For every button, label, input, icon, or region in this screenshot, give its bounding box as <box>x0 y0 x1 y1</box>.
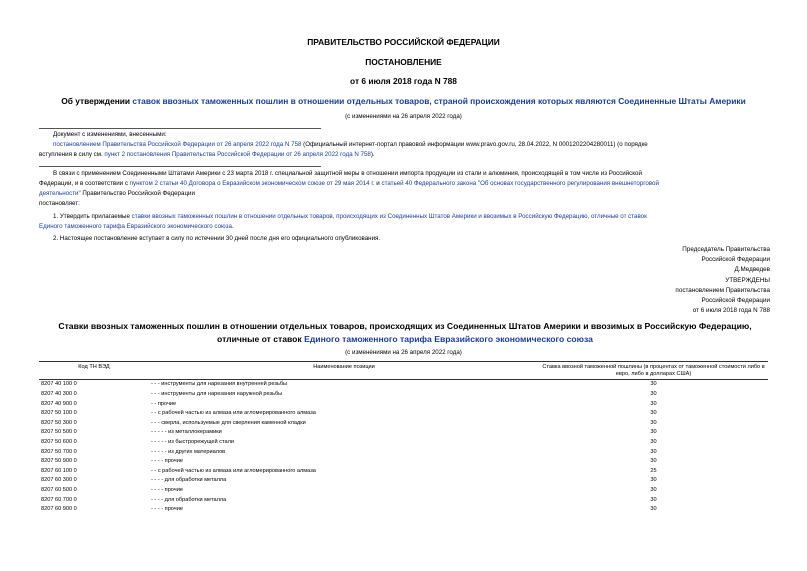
treaty-link[interactable]: пунктом 2 статьи 40 Договора о Евразийском экономическом союзе от 29 мая 2014 г. <box>129 180 375 187</box>
changes-link-1[interactable]: постановлением Правительства Российской Федерации от 26 апреля 2022 года N 758 <box>53 141 302 148</box>
code-cell: 8207 50 700 0 <box>41 448 77 455</box>
body-p3: 2. Настоящее постановление вступает в силу по истечении 30 дней после дня его официального опубликования. <box>53 235 381 242</box>
appendix-title-line2: отличные от ставок Единого таможенного тарифа Евразийского экономического союза <box>217 334 593 344</box>
body-p2-line1: 1. Утвердить прилагаемые ставки ввозных таможенных пошлин в отношении отдельных товаров, происходящих из Соединенных Штатов Америки и ввозимых в Российскую Федерацию, отличные от ставок <box>53 213 647 220</box>
name-cell: - - - - - из быстрорежущей стали <box>151 438 235 445</box>
code-cell: 8207 40 100 0 <box>41 381 77 388</box>
name-cell: - - - - - из других материалов <box>151 448 226 455</box>
name-cell: - - - - прочие <box>151 458 183 465</box>
code-cell: 8207 40 300 0 <box>41 391 77 397</box>
government-heading: ПРАВИТЕЛЬСТВО РОССИЙСКОЙ ФЕДЕРАЦИИ <box>307 37 500 47</box>
rate-cell: 30 <box>650 429 657 436</box>
federal-law-link[interactable]: статьей 40 Федерального закона "Об основах государственного регулирования внешнеторговой <box>381 180 659 187</box>
changes-line-2: вступления в силу см. пункт 2 постановления Правительства Российской Федерации от 26 апреля 2022 года N 758). <box>39 151 375 158</box>
revision-note: (с изменениями на 26 апреля 2022 года) <box>345 113 462 120</box>
body-p1-line1: В связи с применением Соединенными Штатами Америки с 23 марта 2018 г. специальной защитной меры в отношении импорта продукции из стали и алюминия, происходящей в том числе из Российской <box>53 170 642 177</box>
approved-label: УТВЕРЖДЕНЫ <box>725 276 770 284</box>
rate-cell: 30 <box>650 496 657 503</box>
appendix-revision-note: (с изменениями на 26 апреля 2022 года) <box>345 349 462 356</box>
table-header-row <box>39 362 768 380</box>
appendix-eaeu-link[interactable]: Единого таможенного тарифа Евразийского экономического союза <box>304 334 593 344</box>
eaeu-tariff-link[interactable]: Единого таможенного тарифа Евразийского экономического союза <box>39 223 232 230</box>
table-row <box>39 419 768 429</box>
table-row <box>39 486 768 496</box>
rate-cell: 30 <box>650 410 657 417</box>
code-cell: 8207 50 300 0 <box>41 419 77 426</box>
code-cell: 8207 60 900 0 <box>41 506 77 513</box>
body-p1-line2: Федерации, и в соответствии с пунктом 2 статьи 40 Договора о Евразийском экономическом союзе от 29 мая 2014 г. и статьей 40 Федерального закона "Об основах государственного регулирования внешнеторговой <box>39 180 659 187</box>
code-cell: 8207 50 900 0 <box>41 458 77 465</box>
name-cell: - - - - - из металлокерамики <box>151 429 222 436</box>
code-cell: 8207 60 500 0 <box>41 486 77 493</box>
name-cell: - - - - прочие <box>151 506 183 513</box>
rate-cell: 30 <box>650 477 657 484</box>
changes-link-2[interactable]: пункт 2 постановления Правительства Российской Федерации от 26 апреля 2022 года N 758 <box>104 151 371 158</box>
table-row <box>39 505 768 515</box>
table-row <box>39 457 768 467</box>
name-cell: - - прочие <box>151 400 177 407</box>
name-cell: - - - - для обработки металла <box>151 477 227 484</box>
rate-cell: 30 <box>650 506 657 513</box>
document-title <box>0 96 807 106</box>
table-row <box>39 380 768 390</box>
table-row <box>39 448 768 458</box>
rates-link[interactable]: ставки ввозных таможенных пошлин в отношении отдельных товаров, происходящих из Соединенных Штатов Америки и ввозимых в Российскую Федерацию, отличные от ставок <box>131 213 647 220</box>
changes-intro: Документ с изменениями, внесенными: <box>53 131 167 138</box>
column-header-name: Наименование позиции <box>149 362 539 380</box>
rate-cell: 25 <box>650 467 657 474</box>
federal-law-link-cont[interactable]: деятельности" <box>39 190 81 197</box>
document-type: ПОСТАНОВЛЕНИЕ <box>365 57 442 67</box>
name-cell: - - с рабочей частью из алмаза или агломерированного алмаза <box>151 410 316 417</box>
approved-by: постановлением Правительства <box>675 286 770 294</box>
name-cell: - - - сверла, используемые для сверления каменной кладки <box>151 419 306 426</box>
signature-name: Д.Медведев <box>734 266 770 274</box>
table-row <box>39 438 768 448</box>
rate-cell: 30 <box>650 448 657 455</box>
code-cell: 8207 60 100 0 <box>41 467 77 474</box>
rate-cell: 30 <box>650 381 657 388</box>
signature-position: Председатель Правительства <box>682 246 770 253</box>
table-row <box>39 428 768 438</box>
title-link[interactable]: ставок ввозных таможенных пошлин в отношении отдельных товаров, страной происхождения которых являются Соединенные Штаты Америки <box>132 96 746 106</box>
name-cell: - - - инструменты для нарезания наружной резьбы <box>151 391 283 397</box>
body-decree-word: постановляет: <box>39 200 80 207</box>
appendix-title <box>30 320 780 346</box>
changes-line-1: постановлением Правительства Российской Федерации от 26 апреля 2022 года N 758 (Официальный интернет-портал правовой информации www.pravo.gov.ru, 28.04.2022, N 0001202204280011) (о порядке <box>53 141 648 148</box>
rate-cell: 30 <box>650 419 657 426</box>
code-cell: 8207 50 600 0 <box>41 438 77 445</box>
approved-date: от 6 июля 2018 года N 788 <box>692 307 770 315</box>
table-row <box>39 496 768 506</box>
rate-cell: 30 <box>650 391 657 397</box>
name-cell: - - - - для обработки металла <box>151 496 227 503</box>
signature-block <box>520 245 770 316</box>
rate-cell: 30 <box>650 400 657 407</box>
code-cell: 8207 60 700 0 <box>41 496 77 503</box>
name-cell: - - - - прочие <box>151 486 183 493</box>
rate-cell: 30 <box>650 486 657 493</box>
divider <box>39 166 321 167</box>
approved-country: Российской Федерации <box>701 297 770 305</box>
column-header-rate: Ставка ввозной таможенной пошлины (в процентах от таможенной стоимости либо в евро, либо в долларах США) <box>539 362 768 380</box>
table-row <box>39 467 768 477</box>
body-p2-line2: Единого таможенного тарифа Евразийского экономического союза. <box>39 223 234 230</box>
title-prefix: Об утверждении <box>61 96 133 106</box>
code-cell: 8207 40 900 0 <box>41 400 77 407</box>
appendix-title-line1: Ставки ввозных таможенных пошлин в отношении отдельных товаров, происходящих из Соединенных Штатов Америки и ввозимых в Российскую Федерацию, <box>58 321 752 331</box>
table-body <box>39 380 768 515</box>
code-cell: 8207 50 500 0 <box>41 429 77 436</box>
table-row <box>39 400 768 410</box>
name-cell: - - - инструменты для нарезания внутренней резьбы <box>151 381 288 388</box>
table-row <box>39 476 768 486</box>
code-cell: 8207 60 300 0 <box>41 477 77 484</box>
rate-cell: 30 <box>650 438 657 445</box>
rates-table <box>39 361 768 515</box>
column-header-code: Код ТН ВЭД <box>39 362 149 380</box>
table-row <box>39 390 768 400</box>
body-p1-line3: деятельности" Правительство Российской Федерации <box>39 190 195 197</box>
document-date-number: от 6 июля 2018 года N 788 <box>350 76 457 86</box>
rate-cell: 30 <box>650 458 657 465</box>
name-cell: - - с рабочей частью из алмаза или агломерированного алмаза <box>151 467 316 474</box>
table-row <box>39 409 768 419</box>
divider <box>39 128 321 129</box>
code-cell: 8207 50 100 0 <box>41 410 77 417</box>
signature-country: Российской Федерации <box>701 256 770 264</box>
